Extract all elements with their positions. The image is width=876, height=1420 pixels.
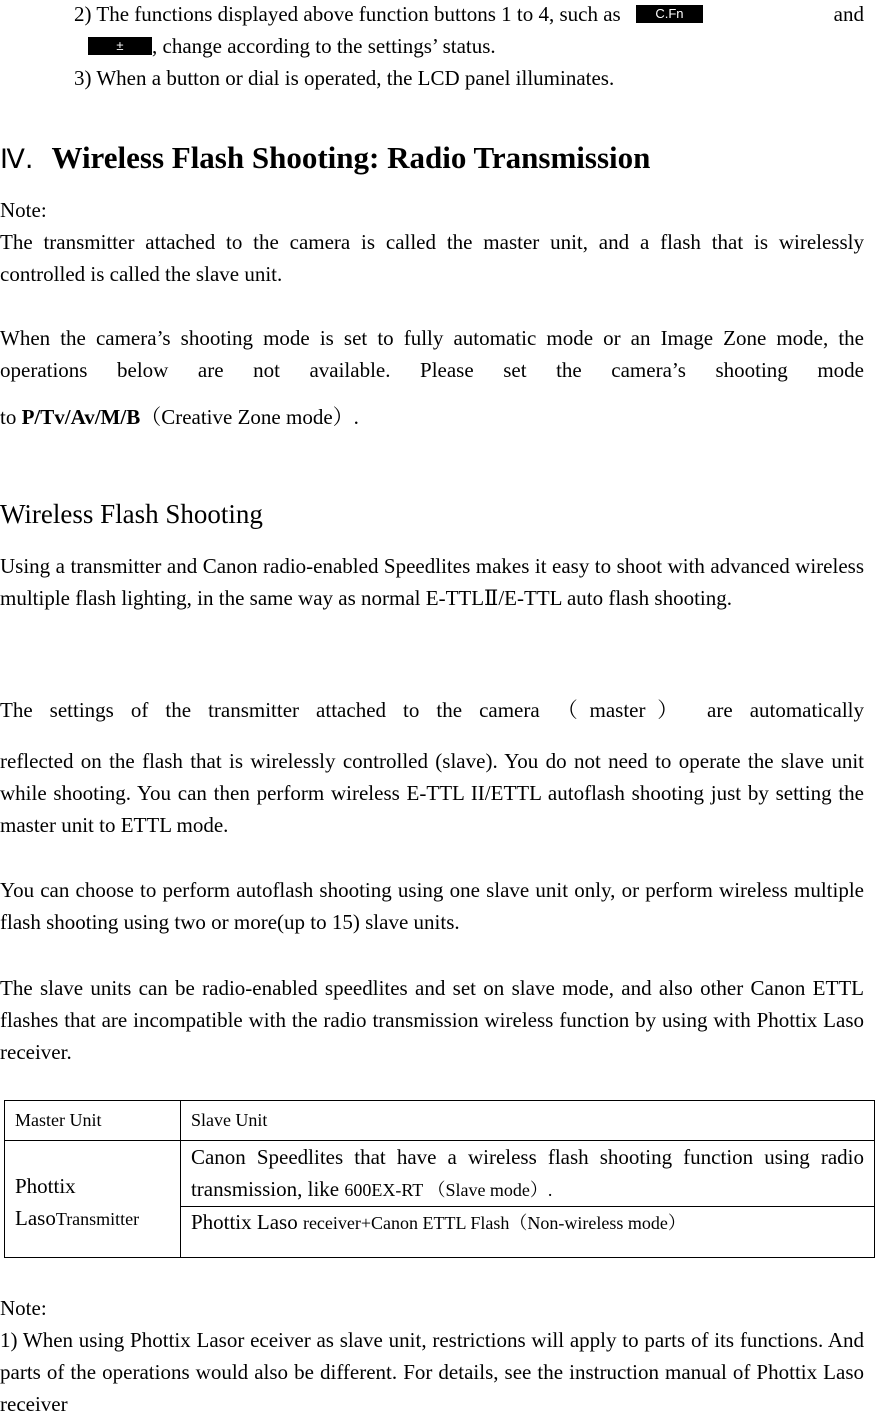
section-number: Ⅳ. [0, 144, 34, 175]
intro-item-2-continued [88, 30, 864, 62]
section-heading [0, 140, 650, 176]
master-slave-table [4, 1100, 875, 1258]
mode-paragraph-last-line [0, 401, 864, 433]
body-paragraph-3: You can choose to perform autoflash shooting using one slave unit only, or perform wireless multiple flash shooting using two or more(up to 15) slave units. [0, 878, 864, 934]
body-paragraph-2-line-1: The settings of the transmitter attached to the camera （master） are automatically [0, 698, 864, 722]
intro-item-2-prefix: 2) The functions displayed above function buttons 1 to 4, such as [74, 2, 621, 26]
master-unit-cell [5, 1141, 181, 1258]
note-1-label: Note: [0, 198, 47, 222]
mode-paragraph: When the camera’s shooting mode is set to fully automatic mode or an Image Zone mode, the operations below are not available. Please set the camera’s shooting mode [0, 326, 864, 382]
slave-row-2-rest: receiver+Canon ETTL Flash（Non-wireless mode） [302, 1213, 686, 1233]
slave-row-1-model: 600EX-RT （Slave mode）. [344, 1180, 553, 1200]
note-2-text: 1) When using Phottix Lasor eceiver as slave unit, restrictions will apply to parts of its functions. And parts of the operations would also be different. For details, see the instruction manual of Phottix Laso receiver [0, 1328, 864, 1416]
slave-unit-cell-1 [180, 1141, 874, 1207]
mode-suffix: （Creative Zone mode）. [140, 405, 359, 429]
table-row [5, 1141, 875, 1207]
creative-modes: P/Tv/Av/M/B [21, 405, 141, 429]
master-name-suffix: Transmitter [55, 1208, 140, 1229]
fec-chip-label: ± [116, 38, 124, 53]
intro-item-3: 3) When a button or dial is operated, the LCD panel illuminates. [74, 66, 615, 90]
note-2-label: Note: [0, 1296, 47, 1320]
body-paragraph-1: Using a transmitter and Canon radio-enabled Speedlites makes it easy to shoot with advanced wireless multiple flash lighting, in the same way as normal E-TTLⅡ/E-TTL auto flash shooting. [0, 554, 864, 610]
note-1-text: The transmitter attached to the camera is called the master unit, and a flash that is wirelessly controlled is called the slave unit. [0, 230, 864, 286]
master-name-line-2: Laso [15, 1205, 56, 1230]
subsection-heading: Wireless Flash Shooting [0, 499, 263, 529]
slave-row-1-main: Canon Speedlites that have a wireless flash shooting function using radio transmission, like [190, 1145, 864, 1201]
cfn-chip-label: C.Fn [655, 6, 684, 21]
table-header-slave: Slave Unit [180, 1101, 874, 1141]
slave-row-2-main: Phottix Laso [190, 1210, 298, 1234]
body-paragraph-2: reflected on the flash that is wirelessly controlled (slave). You do not need to operate the slave unit while shooting. You can then perform wireless E-TTL II/ETTL autoflash shooting just by setting the master unit to ETTL mode. [0, 749, 864, 837]
table-header-row [5, 1101, 875, 1141]
slave-unit-cell-2 [180, 1207, 874, 1258]
section-title: Wireless Flash Shooting: Radio Transmission [51, 140, 651, 175]
cfn-icon [636, 5, 703, 23]
exposure-compensation-icon [88, 37, 152, 55]
master-name-line-1: Phottix [15, 1173, 76, 1198]
table-header-master: Master Unit [5, 1101, 181, 1141]
intro-item-2 [74, 0, 864, 30]
intro-item-2-and: and [833, 2, 864, 26]
intro-item-2-suffix: , change according to the settings’ status. [152, 34, 496, 58]
mode-to: to [0, 405, 17, 429]
body-paragraph-4: The slave units can be radio-enabled speedlites and set on slave mode, and also other Canon ETTL flashes that are incompatible with the radio transmission wireless function by using with Phottix Laso receiver. [0, 976, 864, 1064]
